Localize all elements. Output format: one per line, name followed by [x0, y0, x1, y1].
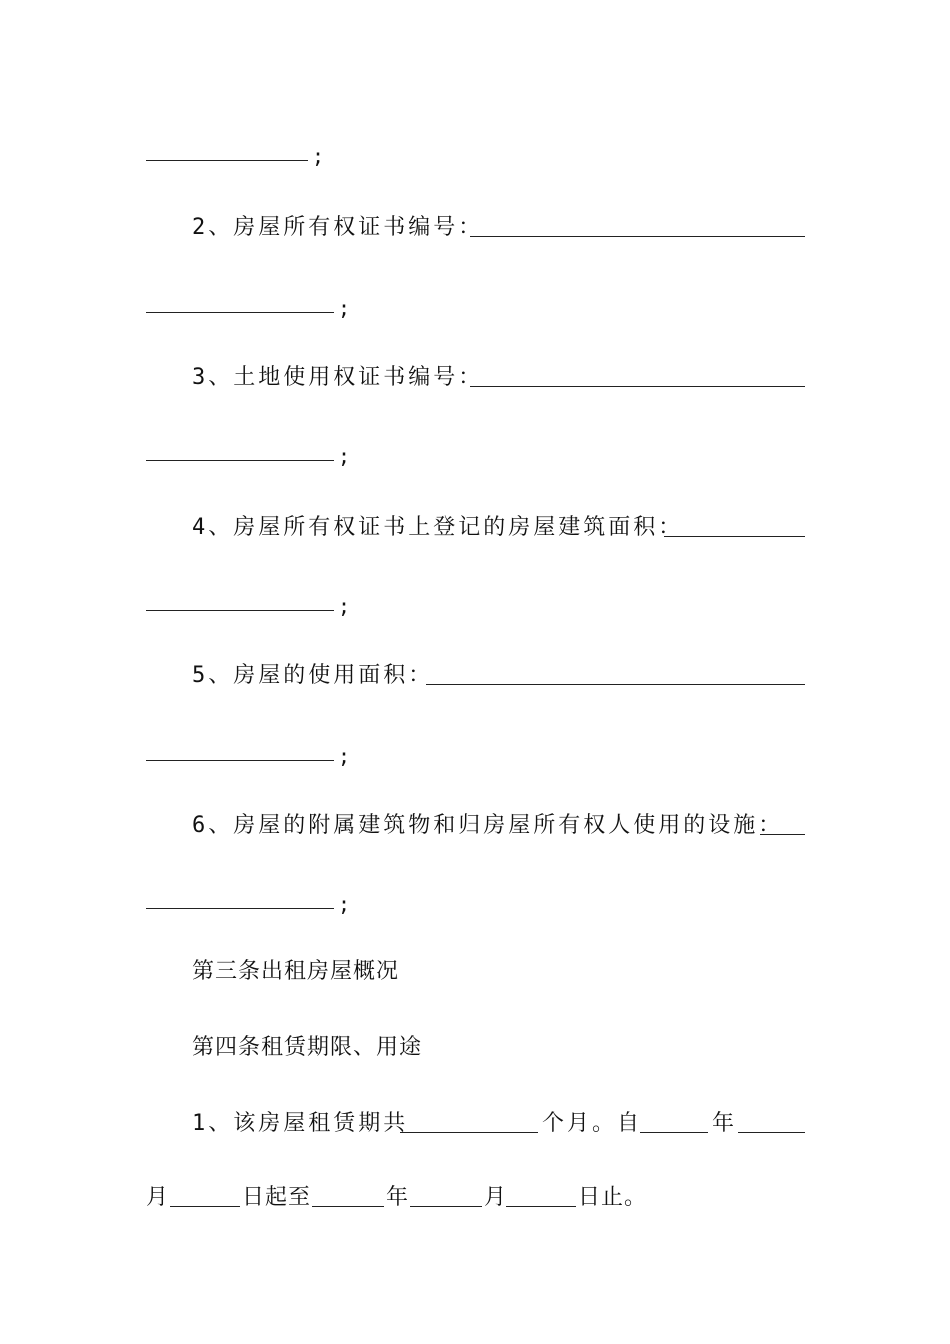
lease-end-day-text: 日止。 [578, 1185, 648, 1210]
blank-line [146, 312, 334, 313]
lease-start-day-text: 日起至 [242, 1185, 312, 1210]
blank-line [738, 1132, 805, 1133]
blank-line [146, 610, 334, 611]
article-3-heading: 第三条出租房屋概况 [192, 959, 400, 984]
blank-line [410, 1206, 482, 1207]
semicolon: ; [338, 444, 351, 468]
item-usable-area: 5、房屋的使用面积： [192, 663, 434, 688]
blank-line [400, 1132, 538, 1133]
blank-line [146, 460, 334, 461]
semicolon: ; [338, 594, 351, 618]
blank-line [470, 236, 805, 237]
blank-line [664, 536, 805, 537]
lease-end-year-text: 年 [386, 1185, 409, 1210]
semicolon: ; [338, 296, 351, 320]
lease-end-month-text: 月 [484, 1185, 507, 1210]
blank-line [146, 760, 334, 761]
lease-term-text: 1、该房屋租赁期共 [192, 1111, 409, 1136]
item-registered-building-area: 4、房屋所有权证书上登记的房屋建筑面积： [192, 515, 684, 540]
lease-months-text: 个月。自 [542, 1111, 643, 1136]
semicolon: ; [338, 892, 351, 916]
lease-month-text: 月 [146, 1185, 169, 1210]
blank-line [760, 834, 805, 835]
item-land-certificate-number: 3、土地使用权证书编号： [192, 365, 484, 390]
blank-line [170, 1206, 240, 1207]
blank-line [426, 684, 805, 685]
item-ancillary-facilities: 6、房屋的附属建筑物和归房屋所有权人使用的设施： [192, 813, 784, 838]
blank-line [470, 386, 805, 387]
item-house-certificate-number: 2、房屋所有权证书编号： [192, 215, 484, 240]
lease-year-text: 年 [712, 1111, 738, 1136]
semicolon: ; [338, 744, 351, 768]
blank-line [146, 908, 334, 909]
blank-line [146, 160, 308, 161]
article-4-heading: 第四条租赁期限、用途 [192, 1035, 423, 1060]
blank-line [312, 1206, 384, 1207]
semicolon: ; [312, 144, 325, 168]
blank-line [640, 1132, 708, 1133]
blank-line [506, 1206, 576, 1207]
